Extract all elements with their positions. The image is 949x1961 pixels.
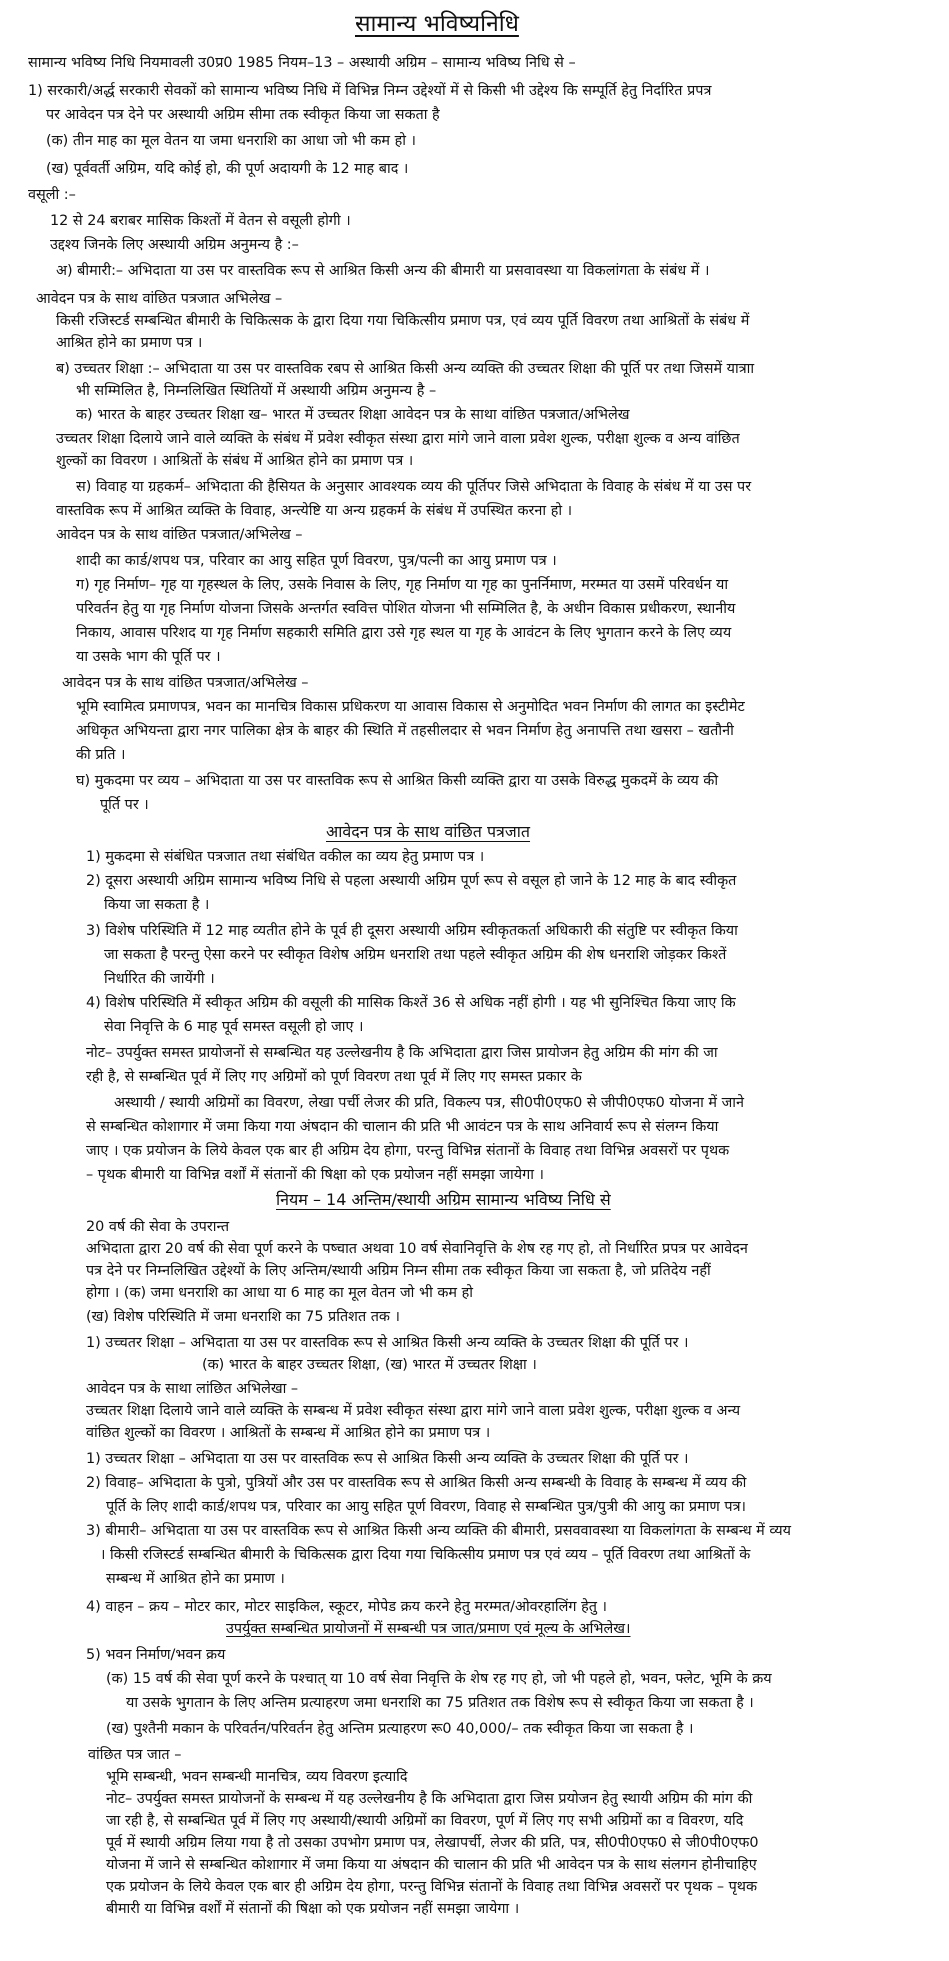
docs-label-2: आवेदन पत्र के साथ वांछित पत्रजात/अभिलेख – <box>56 527 303 543</box>
after-20-years: 20 वर्ष की सेवा के उपरान्त <box>86 1219 230 1235</box>
recovery-label: वसूली :– <box>28 187 76 203</box>
final-sub-heading: उपर्युक्त सम्बन्धित प्रायोजनों में सम्बन्धी पत्र जात/प्रमाण एवं मूल्य के अभिलेख। <box>226 1621 631 1637</box>
para-1-line-2: पर आवेदन पत्र देने पर अस्थायी अग्रिम सीमा तक स्वीकृत किया जा सकता है <box>46 107 440 123</box>
marriage-docs: शादी का कार्ड/शपथ पत्र, परिवार का आयु सहित पूर्ण विवरण, पुत्र/पत्नी का आयु प्रमाण पत्र । <box>76 553 557 569</box>
final-item-3-line-3: सम्बन्ध में आश्रित होने का प्रमाण । <box>106 1571 285 1587</box>
doc-item-3-line-1: 3) विशेष परिस्थिति में 12 माह व्यतीत होने के पूर्व ही दूसरा अस्थायी अग्रिम स्वीकृतकर्ता अधिकारी की संतुष्टि पर स्वीकृत किया <box>86 923 738 939</box>
final-edu: 1) उच्चतर शिक्षा – अभिदाता या उस पर वास्तविक रूप से आश्रित किसी अन्य व्यक्ति के उच्चतर शिक्षा की पूर्ति पर । <box>86 1335 689 1351</box>
purpose-litigation-line-1: घ) मुकदमा पर व्यय – अभिदाता या उस पर वास्तविक रूप से आश्रित किसी व्यक्ति द्वारा या उसके विरुद्ध मुकदमें के व्यय की <box>76 773 719 789</box>
final-item-2-line-1: 2) विवाह– अभिदाता के पुत्रो, पुत्रियों और उस पर वास्तविक रूप से आश्रित किसी अन्य सम्बन्धी के विवाह के सम्बन्ध में व्यय की <box>86 1475 747 1491</box>
edu-abroad: क) भारत के बाहर उच्चतर शिक्षा ख– भारत में उच्चतर शिक्षा आवेदन पत्र के साथा वांछित पत्रजात/अभिलेख <box>76 407 630 423</box>
wanted-docs-label: वांछित पत्र जात – <box>88 1747 182 1763</box>
final-item-5k-line-1: (क) 15 वर्ष की सेवा पूर्ण करने के पश्चात् या 10 वर्ष सेवा निवृत्ति के शेष रह गए हो, जो भी पहले हो, भवन, फ्लेट, भूमि के क्रय <box>106 1671 772 1687</box>
note-2-line-4: योजना में जाने से सम्बन्धित कोशागार में जमा किया या अंषदान की चालान की प्रति भी आवेदन पत्र के साथ संलगन होनीचाहिए <box>106 1857 757 1873</box>
recovery-text: 12 से 24 बराबर मासिक किश्तों में वेतन से वसूली होगी । <box>50 213 351 229</box>
edu-docs-line-1: उच्चतर शिक्षा दिलाये जाने वाले व्यक्ति के संबंध में प्रवेश स्वीकृत संस्था द्वारा मांगे जाने वाला प्रवेश शुल्क, परीक्षा शुल्क व अन्य वांछित <box>56 431 740 447</box>
note-2-line-6: बीमारी या विभिन्न वर्शों में संतानों की षिक्षा को एक प्रयोजन नहीं समझा जायेगा । <box>106 1901 520 1917</box>
final-item-3-line-2: । किसी रजिस्टर्ड सम्बन्धित बीमारी के चिकित्सक द्वारा दिया गया चिकित्सीय प्रमाण पत्र एवं व्यय – पूर्ति विवरण तथा आश्रितों के <box>100 1547 751 1563</box>
land-docs-line-3: की प्रति । <box>76 747 126 763</box>
rule-14-line-1: अभिदाता द्वारा 20 वर्ष की सेवा पूर्ण करने के पष्चात अथवा 10 वर्ष सेवानिवृत्ति के शेष रह गए हो, तो निर्धारित प्रपत्र पर आवेदन <box>86 1241 748 1257</box>
purpose-edu-line-2: भी सम्मिलित है, निम्नलिखित स्थितियों में अस्थायी अग्रिम अनुमन्य है – <box>76 383 437 399</box>
docs-label: आवेदन पत्र के साथ वांछित पत्रजात अभिलेख – <box>36 291 283 307</box>
final-item-5k-line-2: या उसके भुगतान के लिए अन्तिम प्रत्याहरण जमा धनराशि का 75 प्रतिशत तक विशेष रूप से स्वीकृत किया जा सकता है । <box>126 1695 754 1711</box>
note-1-line-4: से सम्बन्धित कोशागार में जमा किया गया अंषदान की चालान की प्रति भी आवंटन पत्र के साथ अनिवार्य रूप से संलग्न किया <box>86 1119 719 1135</box>
doc-item-2-line-2: किया जा सकता है । <box>104 897 210 913</box>
docs-line-1: किसी रजिस्टर्ड सम्बन्धित बीमारी के चिकित्सक के द्वारा दिया गया चिकित्सीय प्रमाण पत्र, एवं व्यय पूर्ति विवरण तथा आश्रितों के संबंध में <box>56 313 750 329</box>
final-docs-line-1: उच्चतर शिक्षा दिलाये जाने वाले व्यक्ति के सम्बन्ध में प्रवेश स्वीकृत संस्था द्वारा मांगे जाने वाला प्रवेश शुल्क, परीक्षा शुल्क व अन्य <box>86 1403 741 1419</box>
purpose-house-line-2: परिवर्तन हेतु या गृह निर्माण योजना जिसके अन्तर्गत स्ववित्त पोशित योजना भी सम्मिलित है, के अधीन विकास प्रधीकरण, स्थानीय <box>76 601 736 617</box>
final-docs-line-2: वांछित शुल्कों का विवरण । आश्रितों के सम्बन्ध में आश्रित होने का प्रमाण पत्र । <box>86 1425 491 1441</box>
rule-14-line-3: होगा । (क) जमा धनराशि का आधा या 6 माह का मूल वेतन जो भी कम हो <box>86 1285 473 1301</box>
note-1-line-1: नोट– उपर्युक्त समस्त प्रायोजनों से सम्बन्धित यह उल्लेखनीय है कि अभिदाता द्वारा जिस प्रायोजन हेतु अग्रिम की मांग की जा <box>86 1045 718 1061</box>
doc-item-4-line-1: 4) विशेष परिस्थिति में स्वीकृत अग्रिम की वसूली की मासिक किश्तें 36 से अधिक नहीं होगी । यह भी सुनिश्चित किया जाए कि <box>86 995 736 1011</box>
note-1-line-5: जाए । एक प्रयोजन के लिये केवल एक बार ही अग्रिम देय होगा, परन्तु विभिन्न संतानों के विवाह तथा विभिन्न अवसरों पर पृथक <box>86 1143 730 1159</box>
doc-item-4-line-2: सेवा निवृत्ति के 6 माह पूर्व समस्त वसूली हो जाए । <box>104 1019 364 1035</box>
para-1-line-1: 1) सरकारी/अर्द्ध सरकारी सेवकों को सामान्य भविष्य निधि में विभिन्न निम्न उद्देश्यों में से किसी भी उद्देश्य कि सम्पूर्ति हेतु निर्दारित प्रपत्र <box>28 83 712 99</box>
final-edu-sub: (क) भारत के बाहर उच्चतर शिक्षा, (ख) भारत में उच्चतर शिक्षा । <box>202 1357 537 1373</box>
purpose-litigation-line-2: पूर्ति पर । <box>100 797 149 813</box>
purpose-intro: उद्दश्य जिनके लिए अस्थायी अग्रिम अनुमन्य है :– <box>50 237 299 253</box>
note-1-line-2: रही है, से सम्बन्धित पूर्व में लिए गए अग्रिमों को पूर्ण विवरण तथा पूर्व में लिए गए समस्त प्रकार के <box>86 1069 582 1085</box>
rule-14-line-4: (ख) विशेष परिस्थिति में जमा धनराशि का 75 प्रतिशत तक । <box>86 1309 401 1325</box>
note-2-line-3: पूर्व में स्थायी अग्रिम लिया गया है तो उसका उपभोग प्रमाण पत्र, लेखापर्ची, लेजर की प्रति, पत्र, सी0पी0एफ0 से जी0पी0एफ0 <box>106 1835 759 1851</box>
note-1-line-3: अस्थायी / स्थायी अग्रिमों का विवरण, लेखा पर्ची लेजर की प्रति, विकल्प पत्र, सी0पी0एफ0 से जीपी0एफ0 योजना में जाने <box>114 1095 744 1111</box>
doc-item-3-line-2: जा सकता है परन्तु ऐसा करने पर स्वीकृत विशेष अग्रिम धनराशि तथा पहले स्वीकृत अग्रिम की शेष धनराशि जोड़कर किश्तें <box>104 947 727 963</box>
docs-line-2: आश्रित होने का प्रमाण पत्र । <box>56 335 203 351</box>
final-item-5: 5) भवन निर्माण/भवन क्रय <box>86 1647 226 1663</box>
final-item-3-line-1: 3) बीमारी– अभिदाता या उस पर वास्तविक रूप से आश्रित किसी अन्य व्यक्ति की बीमारी, प्रसववावस्था या विकलांगता के सम्बन्ध में व्यय <box>86 1523 791 1539</box>
doc-item-2-line-1: 2) दूसरा अस्थायी अग्रिम सामान्य भविष्य निधि से पहला अस्थायी अग्रिम पूर्ण रूप से वसूल हो जाने के 12 माह के बाद स्वीकृत <box>86 873 737 889</box>
final-item-4: 4) वाहन – क्रय – मोटर कार, मोटर साइकिल, स्कूटर, मोपेड क्रय करने हेतु मरम्मत/ओवरहालिंग हेतु । <box>86 1599 607 1615</box>
note-2-line-5: एक प्रयोजन के लिये केवल एक बार ही अग्रिम देय होगा, परन्तु विभिन्न संतानों के विवाह तथा विभिन्न अवसरों पर पृथक – पृथक <box>106 1879 758 1895</box>
doc-item-3-line-3: निर्धारित की जायेंगी । <box>104 971 215 987</box>
section-heading-documents: आवेदन पत्र के साथ वांछित पत्रजात <box>326 822 531 841</box>
final-item-5kh: (ख) पुश्तैनी मकान के परिवर्तन/परिवर्तन हेतु अन्तिम प्रत्याहरण रू0 40,000/– तक स्वीकृत किया जा सकता है । <box>106 1721 694 1737</box>
docs-label-3: आवेदन पत्र के साथ वांछित पत्रजात/अभिलेख – <box>62 675 309 691</box>
note-1-line-6: – पृथक बीमारी या विभिन्न वर्शों में संतानों की षिक्षा को एक प्रयोजन नहीं समझा जायेगा । <box>86 1167 544 1183</box>
doc-item-1: 1) मुकदमा से संबंधित पत्रजात तथा संबंधित वकील का व्यय हेतु प्रमाण पत्र । <box>86 849 485 865</box>
note-2-line-1: नोट– उपर्युक्त समस्त प्रायोजनों के सम्बन्ध में यह उल्लेखनीय है कि अभिदाता द्वारा जिस प्रयोजन हेतु स्थायी अग्रिम की मांग की <box>106 1791 753 1807</box>
page-title: सामान्य भविष्यनिधि <box>355 11 519 37</box>
section-heading-rule-14: नियम – 14 अन्तिम/स्थायी अग्रिम सामान्य भविष्य निधि से <box>276 1190 611 1209</box>
edu-docs-line-2: शुल्कों का विवरण । आश्रितों के संबंध में आश्रित होने का प्रमाण पत्र । <box>56 453 414 469</box>
wanted-docs-text: भूमि सम्बन्धी, भवन सम्बन्धी मानचित्र, व्यय विवरण इत्यादि <box>106 1769 408 1785</box>
purpose-house-line-3: निकाय, आवास परिशद या गृह निर्माण सहकारी समिति द्वारा उसे गृह स्थल या गृह के आवंटन के लिए भुगतान करने के लिए व्यय <box>76 625 732 641</box>
purpose-marriage-line-2: वास्तविक रूप में आश्रित व्यक्ति के विवाह, अन्त्येष्टि या अन्य ग्रहकर्म के संबंध में उपस्थित करना हो । <box>56 503 573 519</box>
purpose-illness: अ) बीमारी:– अभिदाता या उस पर वास्तविक रूप से आश्रित किसी अन्य की बीमारी या प्रसवावस्था या विकलांगता के संबंध में । <box>56 263 710 279</box>
limit-k: (क) तीन माह का मूल वेतन या जमा धनराशि का आधा जो भी कम हो । <box>46 133 416 149</box>
rule-13-heading: सामान्य भविष्य निधि नियमावली उ0प्र0 1985 नियम–13 – अस्थायी अग्रिम – सामान्य भविष्य निधि से – <box>28 55 576 71</box>
rule-14-line-2: पत्र देने पर निम्नलिखित उद्देश्यों के लिए अन्तिम/स्थायी अग्रिम निम्न सीमा तक स्वीकृत किया जा सकता है, जो प्रतिदेय नहीं <box>86 1263 711 1279</box>
purpose-house-line-4: या उसके भाग की पूर्ति पर । <box>76 649 221 665</box>
final-item-2-line-2: पूर्ति के लिए शादी कार्ड/शपथ पत्र, परिवार का आयु सहित पूर्ण विवरण, विवाह से सम्बन्धित पुत्र/पुत्री की आयु का प्रमाण पत्र। <box>106 1499 746 1515</box>
land-docs-line-2: अधिकृत अभियन्ता द्वारा नगर पालिका क्षेत्र के बाहर की स्थिति में तहसीलदार से भवन निर्माण हेतु अनापत्ति तथा खसरा – खतौनी <box>76 723 734 739</box>
purpose-marriage-line-1: स) विवाह या ग्रहकर्म– अभिदाता की हैसियत के अनुसार आवश्यक व्यय की पूर्तिपर जिसे अभिदाता के विवाह के संबंध में या उस पर <box>76 479 752 495</box>
purpose-edu-line-1: ब) उच्चतर शिक्षा :– अभिदाता या उस पर वास्तविक रबप से आश्रित किसी अन्य व्यक्ति की उच्चतर शिक्षा की पूर्ति पर तथा जिसमें यात्राा <box>56 361 755 377</box>
final-docs-label: आवेदन पत्र के साथा लांछित अभिलेखा – <box>86 1381 299 1397</box>
limit-kh: (ख) पूर्ववर्ती अग्रिम, यदि कोई हो, की पूर्ण अदायगी के 12 माह बाद । <box>46 161 409 177</box>
final-item-1: 1) उच्चतर शिक्षा – अभिदाता या उस पर वास्तविक रूप से आश्रित किसी अन्य व्यक्ति के उच्चतर शिक्षा की पूर्ति पर । <box>86 1451 689 1467</box>
land-docs-line-1: भूमि स्वामित्व प्रमाणपत्र, भवन का मानचित्र विकास प्रधिकरण या आवास विकास से अनुमोदित भवन निर्माण की लागत का इस्टीमेट <box>76 699 745 715</box>
note-2-line-2: जा रही है, से सम्बन्धित पूर्व में लिए गए अस्थायी/स्थायी अग्रिमों का विवरण, पूर्ण में लिए गए सभी अग्रिमों का व विवरण, यदि <box>106 1813 744 1829</box>
purpose-house-line-1: ग) गृह निर्माण– गृह या गृहस्थल के लिए, उसके निवास के लिए, गृह निर्माण या गृह का पुनर्निमाण, मरम्मत या उसमें परिवर्धन या <box>76 577 729 593</box>
